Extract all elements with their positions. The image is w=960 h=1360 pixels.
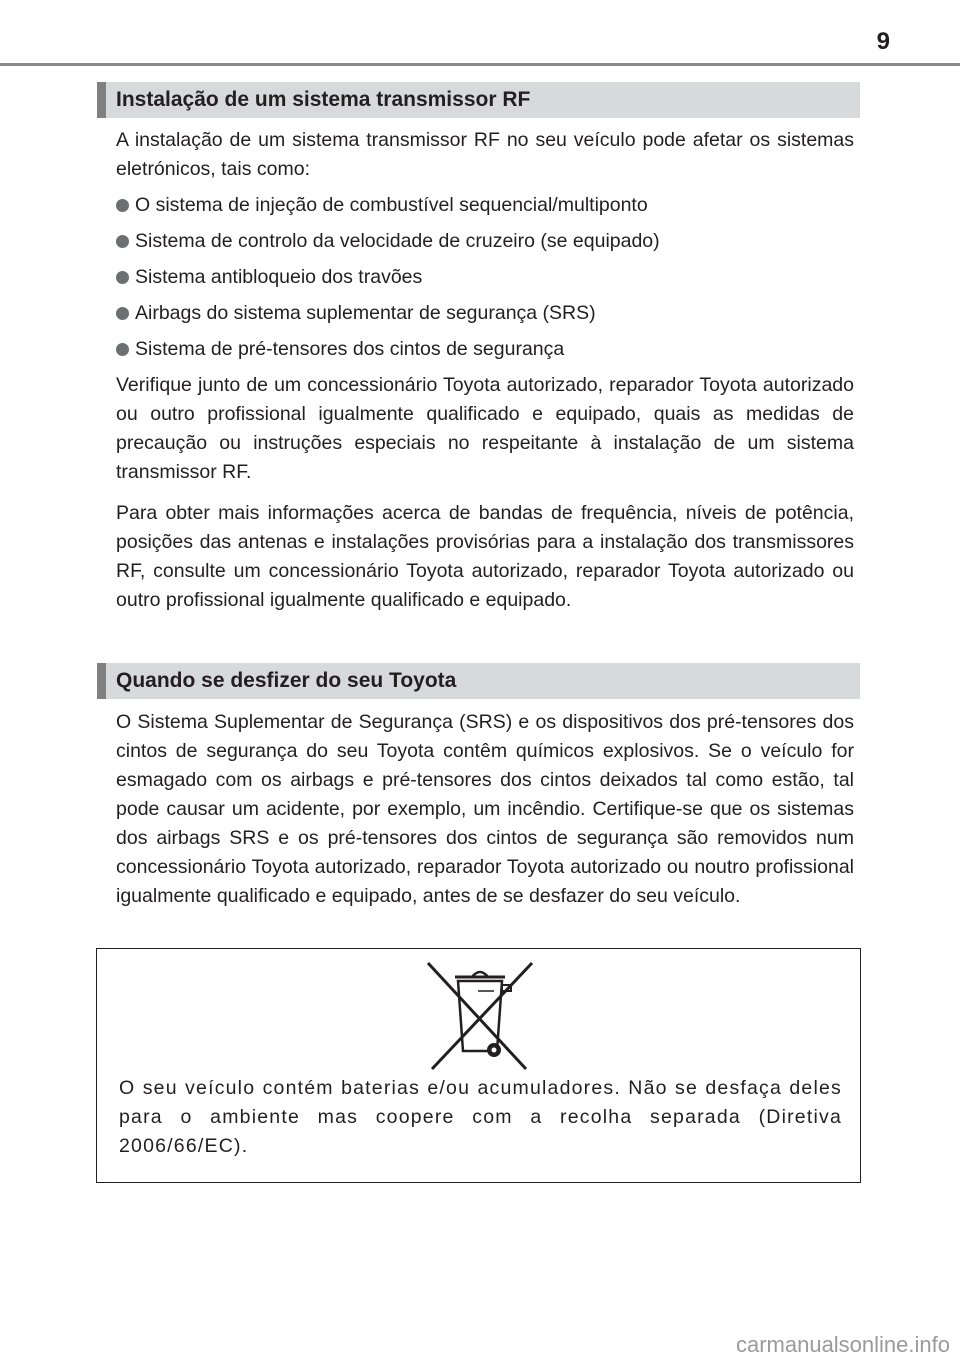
section-heading-rf-transmitter [97, 82, 860, 118]
list-item [116, 191, 854, 220]
battery-disposal-notice [96, 948, 861, 1183]
disposal-paragraph: O Sistema Suplementar de Segurança (SRS) e os dispositivos dos pré-tensores dos cintos de segurança do seu Toyota contêm químicos explosivos. Se o veículo for esmagado com os airbags e pré-tensores dos cintos deixados tal como estão, tal pode causar um acidente, por exemplo, um incêndio. Certifique-se que os sistemas dos airbags SRS e os pré-tensores dos cintos de segurança são removidos num concessionário Toyota autorizado, reparador Toyota autorizado ou noutro profissional igualmente qualificado e equipado, antes de se desfazer do seu veículo. [116, 711, 854, 907]
list-item [116, 263, 854, 292]
top-rule [0, 63, 960, 66]
list-item-text: Sistema de controlo da velocidade de cruzeiro (se equipado) [135, 230, 660, 252]
page-number: 9 [876, 28, 890, 55]
list-item-text: Sistema antibloqueio dos travões [135, 266, 423, 288]
more-info-paragraph: Para obter mais informações acerca de bandas de frequência, níveis de potência, posições das antenas e instalações provisórias para a instalação dos transmissores RF, consulte um concessionário Toyota autorizado, reparador Toyota autorizado ou outro profissional igualmente qualificado e equipado. [116, 502, 854, 611]
section-heading-text: Quando se desfizer do seu Toyota [116, 669, 457, 692]
section-disposal-body [116, 708, 854, 911]
intro-paragraph: A instalação de um sistema transmissor RF no seu veículo pode afetar os sistemas eletrónicos, tais como: [116, 129, 854, 180]
list-item [116, 299, 854, 328]
list-item-text: O sistema de injeção de combustível sequencial/multiponto [135, 194, 648, 216]
bullet-dot-icon [116, 343, 129, 356]
bullet-dot-icon [116, 235, 129, 248]
section-heading-text: Instalação de um sistema transmissor RF [116, 88, 531, 111]
list-item-text: Airbags do sistema suplementar de segurança (SRS) [135, 302, 596, 324]
crossed-out-wheeled-bin-icon [422, 955, 537, 1073]
dealer-check-paragraph: Verifique junto de um concessionário Toyota autorizado, reparador Toyota autorizado ou outro profissional igualmente qualificado e equipado, quais as medidas de precaução ou instruções especiais no respeitante à instalação de um sistema transmissor RF. [116, 374, 854, 483]
bullet-dot-icon [116, 307, 129, 320]
list-item-text: Sistema de pré-tensores dos cintos de segurança [135, 338, 565, 360]
watermark: carmanualsonline.info [735, 1332, 950, 1357]
list-item [116, 227, 854, 256]
bullet-dot-icon [116, 199, 129, 212]
section-rf-transmitter-body [116, 126, 854, 615]
notice-text: O seu veículo contém baterias e/ou acumuladores. Não se desfaça deles para o ambiente mas coopere com a recolha separada (Diretiva 2006/66/EC). [119, 1077, 842, 1157]
bullet-dot-icon [116, 271, 129, 284]
list-item [116, 335, 854, 364]
section-heading-disposal [97, 663, 860, 699]
